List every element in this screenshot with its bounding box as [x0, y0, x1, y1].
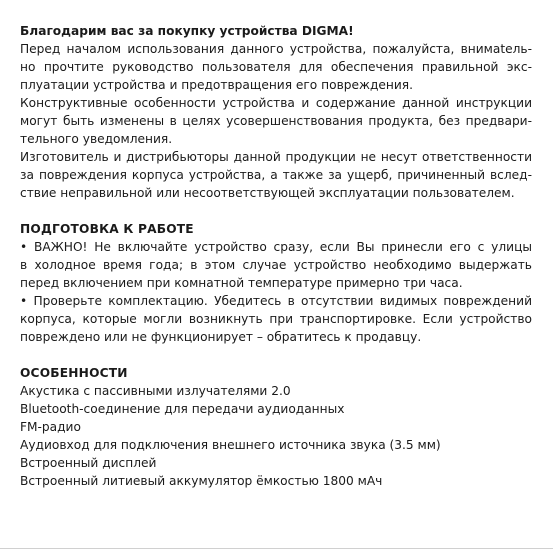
intro-line: Перед началом использования данного устройства, пожалуйста, внимatель- — [20, 42, 532, 56]
intro-line: Конструктивные особенности устройства и содержание данной инструкции — [20, 96, 532, 110]
feature-item: Акустика с пассивными излучателями 2.0 — [20, 384, 291, 398]
preparation-line: • Проверьте комплектацию. Убедитесь в отсутствии видимых повреждений — [20, 294, 532, 308]
feature-item: FM-радио — [20, 420, 81, 434]
page-bottom-divider — [0, 548, 553, 549]
intro-line: за повреждения корпуса устройства, а также за ущерб, причиненный вслед- — [20, 168, 532, 182]
intro-title: Благодарим вас за покупку устройства DIGMA! — [20, 24, 354, 38]
preparation-line: корпуса, которые могли возникнуть при транспортировке. Если устройство — [20, 312, 532, 326]
intro-line: Изготовитель и дистрибьюторы данной продукции не несут ответственности — [20, 150, 532, 164]
intro-line: ствие неправильной или несоответствующей эксплуатации пользователем. — [20, 186, 515, 200]
intro-section — [20, 22, 532, 202]
feature-item: Bluetooth-соединение для передачи аудиоданных — [20, 402, 345, 416]
intro-line: могут быть изменены в целях усовершенствования продукта, без предвари- — [20, 114, 532, 128]
feature-item: Аудиовход для подключения внешнего источника звука (3.5 мм) — [20, 438, 441, 452]
preparation-section — [20, 220, 532, 346]
features-heading: ОСОБЕННОСТИ — [20, 366, 128, 380]
feature-item: Встроенный дисплей — [20, 456, 157, 470]
preparation-heading: ПОДГОТОВКА К РАБОТЕ — [20, 222, 194, 236]
manual-page — [20, 22, 532, 490]
features-section — [20, 364, 532, 490]
intro-line: но прочтите руководство пользователя для обеспечения правильной экс- — [20, 60, 532, 74]
preparation-line: перед включением при комнатной температуре примерно три часа. — [20, 276, 463, 290]
preparation-line: повреждено или не функционирует – обратитесь к продавцу. — [20, 330, 422, 344]
intro-line: плуатации устройства и предотвращения его повреждения. — [20, 78, 413, 92]
preparation-line: • ВАЖНО! Не включайте устройство сразу, если Вы принесли его с улицы — [20, 240, 532, 254]
feature-item: Встроенный литиевый аккумулятор ёмкостью 1800 мАч — [20, 474, 383, 488]
section-spacer — [20, 202, 532, 220]
intro-line: тельного уведомления. — [20, 132, 173, 146]
section-spacer — [20, 346, 532, 364]
preparation-line: в холодное время года; в этом случае устройство необходимо выдержать — [20, 258, 532, 272]
